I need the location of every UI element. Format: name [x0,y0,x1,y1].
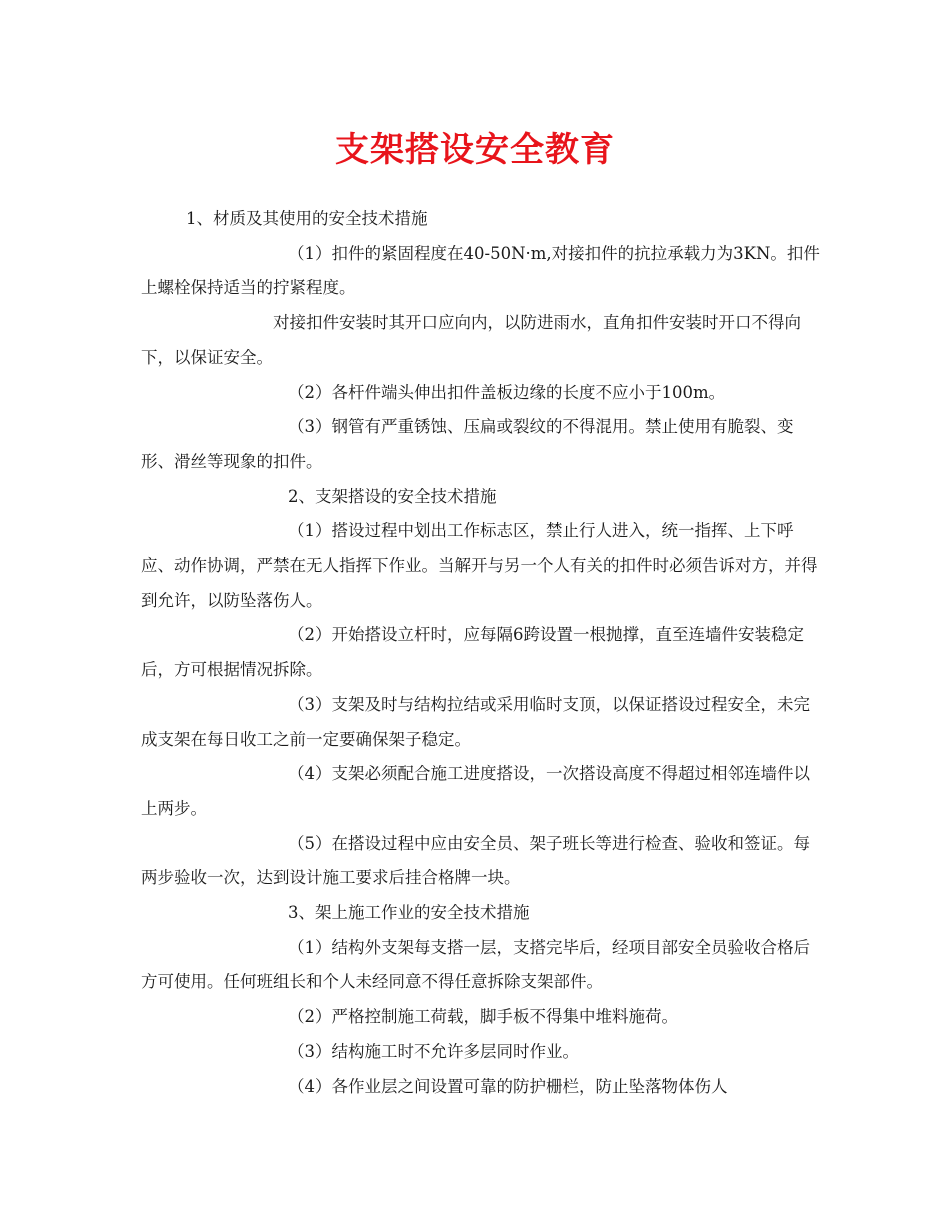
paragraph: （2）严格控制施工荷载，脚手板不得集中堆料施荷。 [288,1007,678,1027]
page-title: 支架搭设安全教育 [335,130,615,170]
paragraph: （2）各杆件端头伸出扣件盖板边缘的长度不应小于100m。 [288,382,726,402]
paragraph: （5）在搭设过程中应由安全员、架子班长等进行检查、验收和签证。每两步验收一次，达到设计施工要求后挂合格牌一块。 [141,833,810,888]
paragraph: （1）搭设过程中划出工作标志区，禁止行人进入，统一指挥、上下呼应、动作协调，严禁在无人指挥下作业。当解开与另一个人有关的扣件时必须告诉对方，并得到允许，以防坠落伤人。 [141,521,818,610]
paragraph: 对接扣件安装时其开口应向内，以防进雨水，直角扣件安装时开口不得向下，以保证安全。 [141,313,801,367]
paragraph: （3）支架及时与结构拉结或采用临时支顶，以保证搭设过程安全，未完成支架在每日收工之前一定要确保架子稳定。 [141,694,810,749]
document-body [141,202,825,1104]
section-heading-2: 2、支架搭设的安全技术措施 [288,486,497,506]
paragraph: （3）结构施工时不允许多层同时作业。 [288,1041,579,1061]
paragraph: （2）开始搭设立杆时，应每隔6跨设置一根抛撑，直至连墙件安装稳定后，方可根据情况拆除。 [141,625,804,680]
paragraph: （4）各作业层之间设置可靠的防护栅栏，防止坠落物体伤人 [288,1076,728,1096]
paragraph: （3）钢管有严重锈蚀、压扁或裂纹的不得混用。禁止使用有脆裂、变形、滑丝等现象的扣件。 [141,417,794,471]
paragraph: （1）扣件的紧固程度在40-50N·m,对接扣件的抗拉承载力为3KN。扣件上螺栓保持适当的拧紧程度。 [141,243,820,298]
section-heading-3: 3、架上施工作业的安全技术措施 [288,903,530,923]
paragraph: （4）支架必须配合施工进度搭设，一次搭设高度不得超过相邻连墙件以上两步。 [141,764,810,818]
section-heading-1: 1、材质及其使用的安全技术措施 [186,209,428,228]
paragraph: （1）结构外支架每支搭一层，支搭完毕后，经项目部安全员验收合格后方可使用。任何班组长和个人未经同意不得任意拆除支架部件。 [141,937,810,992]
